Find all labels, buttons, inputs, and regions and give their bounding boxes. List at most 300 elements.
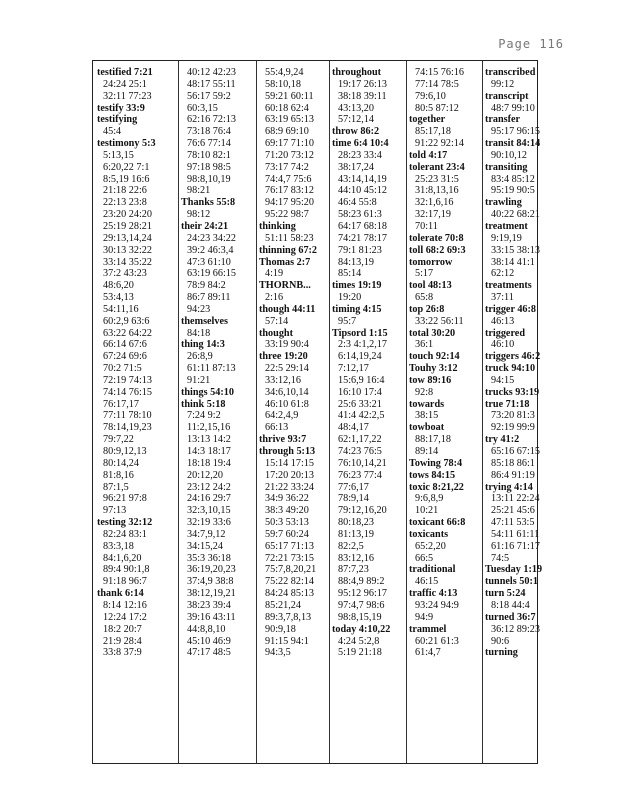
index-reference: 5:13,15 xyxy=(103,149,134,161)
index-reference: 60:21 61:3 xyxy=(415,635,459,647)
index-reference: 85:21,24 xyxy=(265,599,301,611)
index-term: testified 7:21 xyxy=(97,67,153,78)
index-term: thrive 93:7 xyxy=(259,434,307,446)
index-reference: 39:2 46:3,4 xyxy=(187,244,234,256)
index-reference: 90:10,12 xyxy=(491,149,527,161)
index-reference: 32:1,6,16 xyxy=(415,197,454,209)
index-reference: 61:4,7 xyxy=(415,647,441,659)
index-reference: 76:6 77:14 xyxy=(187,138,231,150)
index-reference: 9:6,8,9 xyxy=(415,493,444,505)
index-term: testify 33:9 xyxy=(97,102,145,114)
index-reference: 36:19,20,23 xyxy=(187,564,236,576)
index-reference: 60:3,15 xyxy=(187,102,218,114)
index-term: thought xyxy=(259,327,293,339)
index-term: through 5:13 xyxy=(259,446,316,457)
index-reference: 76:23 77:4 xyxy=(338,469,382,481)
index-reference: 33:14 35:22 xyxy=(103,256,152,268)
index-reference: 79:6,10 xyxy=(415,90,446,102)
index-reference: 84:24 85:13 xyxy=(265,588,314,600)
index-reference: 60:2,9 63:6 xyxy=(103,315,150,327)
index-reference: 63:19 65:13 xyxy=(265,114,314,126)
index-reference: 47:3 61:10 xyxy=(187,256,231,268)
index-reference: 98:8,15,19 xyxy=(338,611,382,623)
index-reference: 98:8,10,19 xyxy=(187,173,231,185)
index-term: tows 84:15 xyxy=(409,469,456,481)
index-term: thank 6:14 xyxy=(97,588,144,600)
index-reference: 74:23 76:5 xyxy=(338,446,382,457)
index-reference: 91:15 94:1 xyxy=(265,635,309,647)
index-term: tolerate 70:8 xyxy=(409,232,464,244)
index-reference: 80:14,24 xyxy=(103,457,139,469)
index-reference: 37:11 xyxy=(491,292,514,304)
index-reference: 7:12,17 xyxy=(338,363,369,375)
index-column-5 xyxy=(409,67,485,759)
index-reference: 23:12 24:2 xyxy=(187,481,231,493)
index-term: three 19:20 xyxy=(259,351,308,363)
column-divider xyxy=(482,61,483,763)
index-term: testing 32:12 xyxy=(97,517,153,529)
index-reference: 84:1,6,20 xyxy=(103,552,142,564)
index-term: towboat xyxy=(409,422,445,434)
index-term: trying 4:14 xyxy=(485,481,533,493)
index-term: true 71:18 xyxy=(485,398,530,410)
index-reference: 73:17 74:2 xyxy=(265,161,309,173)
index-term: trawling xyxy=(485,197,522,209)
index-reference: 25:23 31:5 xyxy=(415,173,459,185)
index-term: traditional xyxy=(409,564,456,576)
index-term: transit 84:14 xyxy=(485,138,541,150)
index-reference: 75:7,8,20,21 xyxy=(265,564,317,576)
index-reference: 2:3 4:1,2,17 xyxy=(338,339,387,351)
index-reference: 58:23 61:3 xyxy=(338,209,382,221)
index-reference: 26:8,9 xyxy=(187,351,213,363)
index-reference: 57:14 xyxy=(265,315,289,327)
index-reference: 79:1 81:23 xyxy=(338,244,382,256)
index-column-2 xyxy=(181,67,253,759)
index-reference: 64:2,4,9 xyxy=(265,410,299,422)
index-term: Tipsord 1:15 xyxy=(332,327,388,339)
index-reference: 90:9,18 xyxy=(265,623,296,635)
index-reference: 91:22 92:14 xyxy=(415,138,464,150)
index-reference: 23:20 24:20 xyxy=(103,209,152,221)
index-reference: 24:16 29:7 xyxy=(187,493,231,505)
index-term: touch 92:14 xyxy=(409,351,460,363)
index-column-4 xyxy=(332,67,408,759)
index-reference: 15:6,9 16:4 xyxy=(338,374,385,386)
index-term: tool 48:13 xyxy=(409,280,452,292)
index-term: treatment xyxy=(485,220,528,232)
index-reference: 92:19 99:9 xyxy=(491,422,535,434)
index-reference: 70:11 xyxy=(415,220,438,232)
index-term: tomorrow xyxy=(409,256,453,268)
column-divider xyxy=(178,61,179,763)
index-reference: 78:9 84:2 xyxy=(187,280,226,292)
index-reference: 47:17 48:5 xyxy=(187,647,231,659)
index-reference: 65:2,20 xyxy=(415,540,446,552)
index-reference: 78:9,14 xyxy=(338,493,369,505)
index-reference: 65:17 71:13 xyxy=(265,540,314,552)
index-reference: 97:18 98:5 xyxy=(187,161,231,173)
index-reference: 48:6,20 xyxy=(103,280,134,292)
index-reference: 20:12,20 xyxy=(187,469,223,481)
index-reference: 51:11 58:23 xyxy=(265,232,314,244)
index-reference: 45:10 46:9 xyxy=(187,635,231,647)
column-divider xyxy=(329,61,330,763)
index-reference: 71:20 73:12 xyxy=(265,149,314,161)
index-reference: 15:14 17:15 xyxy=(265,457,314,469)
index-reference: 81:8,16 xyxy=(103,469,134,481)
index-term: thinking xyxy=(259,220,296,232)
index-reference: 6:14,19,24 xyxy=(338,351,382,363)
index-column-6 xyxy=(485,67,543,759)
index-reference: 95:19 90:5 xyxy=(491,185,535,197)
index-reference: 62:12 xyxy=(491,268,515,280)
index-reference: 37:2 43:23 xyxy=(103,268,147,280)
index-term: trigger 46:8 xyxy=(485,303,537,315)
index-term: triggers 46:2 xyxy=(485,351,541,363)
index-term: transiting xyxy=(485,161,528,173)
index-reference: 32:11 77:23 xyxy=(103,90,152,102)
index-reference: 83:3,18 xyxy=(103,540,134,552)
index-term: Towing 78:4 xyxy=(409,457,463,469)
index-term: turn 5:24 xyxy=(485,588,526,600)
index-reference: 90:6 xyxy=(491,635,510,647)
index-reference: 11:2,15,16 xyxy=(187,422,231,434)
index-reference: 72:21 73:15 xyxy=(265,552,314,564)
index-reference: 33:12,16 xyxy=(265,374,301,386)
index-reference: 55:4,9,24 xyxy=(265,67,304,78)
index-reference: 89:3,7,8,13 xyxy=(265,611,312,623)
index-term: turning xyxy=(485,647,518,659)
index-term: triggered xyxy=(485,327,525,339)
index-reference: 38:23 39:4 xyxy=(187,599,231,611)
index-reference: 98:12 xyxy=(187,209,211,221)
index-reference: 95:17 96:15 xyxy=(491,126,540,138)
index-reference: 77:14 78:5 xyxy=(415,78,459,90)
index-reference: 33:22 56:11 xyxy=(415,315,464,327)
index-reference: 85:14 xyxy=(338,268,362,280)
index-reference: 72:19 74:13 xyxy=(103,374,152,386)
index-reference: 57:12,14 xyxy=(338,114,374,126)
index-reference: 36:12 89:23 xyxy=(491,623,540,635)
index-reference: 62:1,17,22 xyxy=(338,434,382,446)
index-reference: 93:24 94:9 xyxy=(415,599,459,611)
index-term: Tuesday 1:19 xyxy=(485,564,543,576)
index-reference: 39:16 43:11 xyxy=(187,611,236,623)
index-reference: 36:1 xyxy=(415,339,434,351)
index-reference: 4:24 5:2,8 xyxy=(338,635,380,647)
index-reference: 85:17,18 xyxy=(415,126,451,138)
index-reference: 38:17,24 xyxy=(338,161,374,173)
index-reference: 94:9 xyxy=(415,611,434,623)
index-reference: 89:14 xyxy=(415,446,439,457)
index-reference: 69:17 71:10 xyxy=(265,138,314,150)
index-reference: 61:11 87:13 xyxy=(187,363,236,375)
index-reference: 19:17 26:13 xyxy=(338,78,387,90)
index-reference: 97:13 xyxy=(103,505,127,517)
index-reference: 33:15 38:13 xyxy=(491,244,540,256)
index-reference: 66:5 xyxy=(415,552,434,564)
index-reference: 74:21 78:17 xyxy=(338,232,387,244)
index-term: thing 14:3 xyxy=(181,339,225,351)
index-reference: 61:16 71:17 xyxy=(491,540,540,552)
index-reference: 74:5 xyxy=(491,552,510,564)
index-term: transcribed xyxy=(485,67,536,78)
index-reference: 38:3 49:20 xyxy=(265,505,309,517)
index-reference: 65:16 67:15 xyxy=(491,446,540,457)
index-term: transcript xyxy=(485,90,529,102)
index-reference: 58:10,18 xyxy=(265,78,301,90)
index-column-3 xyxy=(259,67,331,759)
index-reference: 25:19 28:21 xyxy=(103,220,152,232)
index-reference: 59:7 60:24 xyxy=(265,528,309,540)
index-reference: 9:19,19 xyxy=(491,232,522,244)
index-reference: 19:20 xyxy=(338,292,362,304)
index-term: tunnels 50:1 xyxy=(485,576,538,588)
index-reference: 56:17 59:2 xyxy=(187,90,231,102)
index-term: themselves xyxy=(181,315,228,327)
index-term: Thomas 2:7 xyxy=(259,256,311,268)
index-term: trammel xyxy=(409,623,447,635)
index-reference: 46:15 xyxy=(415,576,439,588)
index-term: though 44:11 xyxy=(259,303,316,315)
index-term: truck 94:10 xyxy=(485,363,536,375)
index-term: THORNB... xyxy=(259,280,311,292)
index-reference: 46:10 61:8 xyxy=(265,398,309,410)
index-reference: 40:22 68:21 xyxy=(491,209,540,221)
index-reference: 88:4,9 89:2 xyxy=(338,576,385,588)
index-reference: 66:14 67:6 xyxy=(103,339,147,351)
index-reference: 22:5 29:14 xyxy=(265,363,309,375)
index-reference: 34:7,9,12 xyxy=(187,528,226,540)
index-reference: 37:4,9 38:8 xyxy=(187,576,234,588)
index-reference: 38:18 39:11 xyxy=(338,90,387,102)
index-reference: 32:19 33:6 xyxy=(187,517,231,529)
index-term: top 26:8 xyxy=(409,303,445,315)
index-term: timing 4:15 xyxy=(332,303,382,315)
index-term: Touhy 3:12 xyxy=(409,363,458,375)
index-term: toxicant 66:8 xyxy=(409,517,466,529)
index-reference: 48:17 55:11 xyxy=(187,78,236,90)
index-reference: 34:6,10,14 xyxy=(265,386,309,398)
index-column-1 xyxy=(97,67,179,759)
index-reference: 43:13,20 xyxy=(338,102,374,114)
index-reference: 33:19 90:4 xyxy=(265,339,309,351)
index-reference: 68:9 69:10 xyxy=(265,126,309,138)
index-reference: 95:7 xyxy=(338,315,357,327)
index-reference: 32:17,19 xyxy=(415,209,451,221)
index-reference: 32:3,10,15 xyxy=(187,505,231,517)
index-reference: 41:4 42:2,5 xyxy=(338,410,385,422)
index-reference: 25:21 45:6 xyxy=(491,505,535,517)
index-reference: 86:4 91:19 xyxy=(491,469,535,481)
index-reference: 22:13 23:8 xyxy=(103,197,147,209)
index-term: traffic 4:13 xyxy=(409,588,458,600)
index-reference: 94:17 95:20 xyxy=(265,197,314,209)
index-reference: 43:14,14,19 xyxy=(338,173,387,185)
index-reference: 73:18 76:4 xyxy=(187,126,231,138)
index-reference: 87:1,5 xyxy=(103,481,129,493)
index-term: towards xyxy=(409,398,445,410)
index-term: things 54:10 xyxy=(181,386,234,398)
index-reference: 29:13,14,24 xyxy=(103,232,152,244)
index-term: treatments xyxy=(485,280,532,292)
index-reference: 50:3 53:13 xyxy=(265,517,309,529)
index-reference: 8:18 44:4 xyxy=(491,599,530,611)
index-reference: 31:8,13,16 xyxy=(415,185,459,197)
index-reference: 88:17,18 xyxy=(415,434,451,446)
index-term: toll 68:2 69:3 xyxy=(409,244,466,256)
index-term: toxic 8:21,22 xyxy=(409,481,464,493)
index-reference: 80:18,23 xyxy=(338,517,374,529)
index-reference: 76:17 83:12 xyxy=(265,185,314,197)
index-reference: 44:10 45:12 xyxy=(338,185,387,197)
index-reference: 91:21 xyxy=(187,374,211,386)
index-reference: 13:11 22:24 xyxy=(491,493,540,505)
index-term: transfer xyxy=(485,114,521,126)
index-term: testimony 5:3 xyxy=(97,138,156,150)
index-reference: 77:6,17 xyxy=(338,481,369,493)
index-reference: 44:8,8,10 xyxy=(187,623,226,635)
index-reference: 63:22 64:22 xyxy=(103,327,152,339)
index-reference: 18:2 20:7 xyxy=(103,623,142,635)
index-reference: 33:8 37:9 xyxy=(103,647,142,659)
index-reference: 94:15 xyxy=(491,374,515,386)
index-term: together xyxy=(409,114,446,126)
index-term: tow 89:16 xyxy=(409,374,452,386)
index-reference: 91:18 96:7 xyxy=(103,576,147,588)
index-reference: 21:22 33:24 xyxy=(265,481,314,493)
index-reference: 83:4 85:12 xyxy=(491,173,535,185)
index-reference: 96:21 97:8 xyxy=(103,493,147,505)
index-reference: 78:10 82:1 xyxy=(187,149,231,161)
index-term: Thanks 55:8 xyxy=(181,197,236,209)
index-reference: 94:23 xyxy=(187,303,211,315)
index-term: throughout xyxy=(332,67,382,78)
index-reference: 35:3 36:18 xyxy=(187,552,231,564)
index-reference: 92:8 xyxy=(415,386,434,398)
index-term: toxicants xyxy=(409,528,449,540)
page-number: Page 116 xyxy=(498,37,564,51)
index-reference: 62:16 72:13 xyxy=(187,114,236,126)
index-reference: 65:8 xyxy=(415,292,434,304)
index-reference: 18:18 19:4 xyxy=(187,457,231,469)
index-term: their 24:21 xyxy=(181,220,229,232)
index-reference: 83:12,16 xyxy=(338,552,374,564)
index-reference: 21:9 28:4 xyxy=(103,635,142,647)
index-reference: 80:5 87:12 xyxy=(415,102,459,114)
index-reference: 8:5,19 16:6 xyxy=(103,173,150,185)
index-term: turned 36:7 xyxy=(485,611,536,623)
index-reference: 81:13,19 xyxy=(338,528,374,540)
index-reference: 67:24 69:6 xyxy=(103,351,147,363)
index-reference: 16:10 17:4 xyxy=(338,386,382,398)
index-reference: 38:12,19,21 xyxy=(187,588,236,600)
index-reference: 79:7,22 xyxy=(103,434,134,446)
index-reference: 84:13,19 xyxy=(338,256,374,268)
index-term: trucks 93:19 xyxy=(485,386,540,398)
index-reference: 95:22 98:7 xyxy=(265,209,309,221)
column-divider xyxy=(406,61,407,763)
index-reference: 8:14 12:16 xyxy=(103,599,147,611)
index-term: total 30:20 xyxy=(409,327,456,339)
index-reference: 5:17 xyxy=(415,268,434,280)
index-reference: 82:2,5 xyxy=(338,540,364,552)
index-reference: 38:14 41:1 xyxy=(491,256,535,268)
index-term: tolerant 23:4 xyxy=(409,161,465,173)
index-reference: 59:21 60:11 xyxy=(265,90,314,102)
index-reference: 53:4,13 xyxy=(103,292,134,304)
index-reference: 46:10 xyxy=(491,339,515,351)
index-reference: 86:7 89:11 xyxy=(187,292,231,304)
index-reference: 73:20 81:3 xyxy=(491,410,535,422)
index-reference: 6:20,22 7:1 xyxy=(103,161,150,173)
index-reference: 75:22 82:14 xyxy=(265,576,314,588)
index-reference: 30:13 32:22 xyxy=(103,244,152,256)
index-reference: 12:24 17:2 xyxy=(103,611,147,623)
index-reference: 89:4 90:1,8 xyxy=(103,564,150,576)
index-reference: 74:4,7 75:6 xyxy=(265,173,312,185)
index-reference: 38:15 xyxy=(415,410,439,422)
index-reference: 76:17,17 xyxy=(103,398,139,410)
index-term: throw 86:2 xyxy=(332,126,380,138)
index-term: time 6:4 10:4 xyxy=(332,138,389,150)
index-term: times 19:19 xyxy=(332,280,382,292)
index-reference: 48:4,17 xyxy=(338,422,369,434)
index-term: today 4:10,22 xyxy=(332,623,391,635)
index-reference: 24:23 34:22 xyxy=(187,232,236,244)
index-reference: 66:13 xyxy=(265,422,289,434)
index-reference: 77:11 78:10 xyxy=(103,410,152,422)
index-reference: 25:6 33:21 xyxy=(338,398,382,410)
index-reference: 5:19 21:18 xyxy=(338,647,382,659)
index-reference: 13:13 14:2 xyxy=(187,434,231,446)
index-reference: 17:20 20:13 xyxy=(265,469,314,481)
index-reference: 24:24 25:1 xyxy=(103,78,147,90)
index-reference: 78:14,19,23 xyxy=(103,422,152,434)
index-reference: 54:11,16 xyxy=(103,303,139,315)
index-term: think 5:18 xyxy=(181,398,226,410)
index-term: try 41:2 xyxy=(485,434,520,446)
index-reference: 54:11 61:11 xyxy=(491,528,540,540)
index-reference: 46:4 55:8 xyxy=(338,197,377,209)
index-reference: 2:16 xyxy=(265,292,284,304)
index-table xyxy=(92,60,543,764)
index-reference: 98:21 xyxy=(187,185,211,197)
index-term: thinning 67:2 xyxy=(259,244,318,256)
index-reference: 40:12 42:23 xyxy=(187,67,236,78)
index-reference: 70:2 71:5 xyxy=(103,363,142,375)
index-reference: 99:12 xyxy=(491,78,515,90)
index-reference: 47:11 53:5 xyxy=(491,517,535,529)
index-reference: 76:10,14,21 xyxy=(338,457,387,469)
index-reference: 10:21 xyxy=(415,505,439,517)
index-reference: 34:9 36:22 xyxy=(265,493,309,505)
index-reference: 94:3,5 xyxy=(265,647,291,659)
column-divider xyxy=(256,61,257,763)
index-reference: 28:23 33:4 xyxy=(338,149,382,161)
index-term: told 4:17 xyxy=(409,149,448,161)
index-reference: 46:13 xyxy=(491,315,515,327)
index-reference: 95:12 96:17 xyxy=(338,588,387,600)
index-reference: 48:7 99:10 xyxy=(491,102,535,114)
index-reference: 74:14 76:15 xyxy=(103,386,152,398)
index-reference: 85:18 86:1 xyxy=(491,457,535,469)
index-reference: 87:7,23 xyxy=(338,564,369,576)
index-reference: 79:12,16,20 xyxy=(338,505,387,517)
index-reference: 45:4 xyxy=(103,126,122,138)
index-reference: 64:17 68:18 xyxy=(338,220,387,232)
